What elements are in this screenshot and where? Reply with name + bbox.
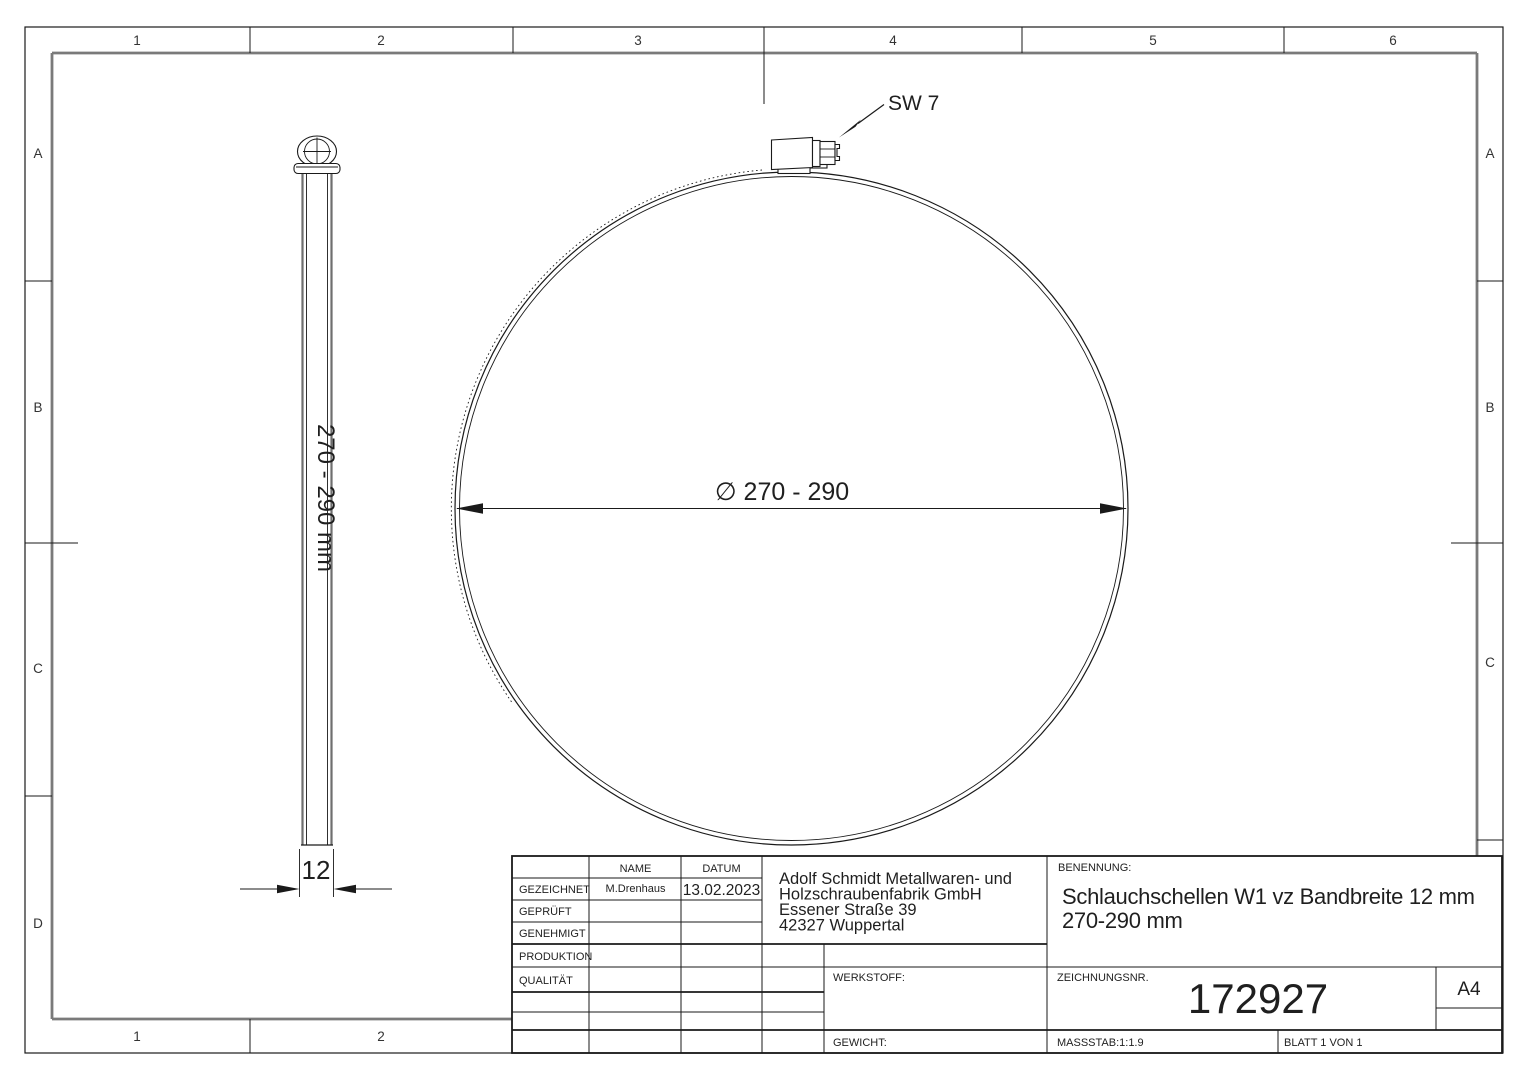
- zone-col-1-top: 1: [133, 33, 141, 48]
- leader-arrow: [839, 120, 861, 138]
- diameter-value: ∅ 270 - 290: [714, 478, 850, 506]
- zone-row-b-left: B: [33, 400, 43, 415]
- benennung-label: BENENNUNG:: [1058, 862, 1132, 874]
- zone-col-5-top: 5: [1149, 33, 1157, 48]
- zone-grid-top: [250, 27, 1284, 53]
- screw-head-side: [294, 136, 340, 174]
- paper-format: A4: [1457, 979, 1481, 1000]
- zone-row-a-right: A: [1485, 146, 1495, 161]
- row-geprueft-label: GEPRÜFT: [519, 906, 572, 918]
- company-line-2: Holzschraubenfabrik GmbH: [779, 885, 982, 904]
- massstab-label: MASSSTAB:1:1.9: [1057, 1037, 1144, 1049]
- zone-grid-right: [1477, 281, 1503, 840]
- part-title-line-1: Schlauchschellen W1 vz Bandbreite 12 mm: [1062, 884, 1475, 909]
- zone-col-1-bottom: 1: [133, 1029, 141, 1044]
- zone-col-2-bottom: 2: [377, 1029, 385, 1044]
- row-gezeichnet-label: GEZEICHNET: [519, 884, 590, 896]
- zone-grid-left: [25, 281, 52, 796]
- name-header: NAME: [619, 863, 652, 875]
- dim-arrow-left: [456, 503, 483, 513]
- hex-screw-head: [820, 142, 835, 165]
- title-block: [512, 856, 1502, 1053]
- dim-arrow-right: [1100, 503, 1127, 513]
- zone-col-4-top: 4: [889, 33, 897, 48]
- datum-header: DATUM: [702, 863, 741, 875]
- designation-cell: [1058, 862, 1475, 933]
- zone-col-6-top: 6: [1389, 33, 1397, 48]
- screw-collar: [813, 141, 821, 167]
- zeichnungsnr-label: ZEICHNUNGSNR.: [1057, 972, 1149, 984]
- band-width-dimension: [240, 849, 392, 897]
- screw-housing: [772, 138, 840, 174]
- company-line-1: Adolf Schmidt Metallwaren- und: [779, 870, 1012, 888]
- centering-marks: [52, 53, 1477, 543]
- zone-row-d-left: D: [33, 916, 43, 931]
- side-view: [240, 136, 392, 897]
- screw-tip: [835, 145, 840, 161]
- gezeichnet-date: 13.02.2023: [682, 882, 761, 899]
- approval-table: [519, 863, 760, 987]
- band-perforation-arc: [451, 170, 762, 704]
- zone-row-c-left: C: [33, 661, 43, 676]
- dim-arrow-right: [334, 885, 357, 893]
- company-line-3: Essener Straße 39: [779, 901, 917, 919]
- zone-row-c-right: C: [1485, 655, 1495, 670]
- dim-arrow-left: [277, 885, 300, 893]
- zone-col-3-top: 3: [634, 33, 642, 48]
- housing-body: [772, 138, 813, 170]
- drawing-number: 172927: [1187, 975, 1329, 1022]
- blatt-label: BLATT 1 VON 1: [1284, 1037, 1363, 1049]
- part-title-line-2: 270-290 mm: [1062, 908, 1183, 933]
- diameter-dimension: [456, 478, 1127, 514]
- company-address: [779, 870, 1012, 935]
- wrench-size-callout: [839, 92, 939, 138]
- wrench-size-value: SW 7: [888, 92, 940, 115]
- screw-flange: [294, 164, 340, 174]
- gezeichnet-name: M.Drenhaus: [605, 883, 666, 895]
- row-produktion-label: PRODUKTION: [519, 951, 593, 963]
- zone-col-2-top: 2: [377, 33, 385, 48]
- zone-row-a-left: A: [33, 146, 43, 161]
- gewicht-label: GEWICHT:: [833, 1037, 887, 1049]
- leader-line: [858, 105, 884, 124]
- werkstoff-label: WERKSTOFF:: [833, 972, 905, 984]
- company-line-4: 42327 Wuppertal: [779, 916, 905, 935]
- row-qualitaet-label: QUALITÄT: [519, 975, 573, 987]
- row-genehmigt-label: GENEHMIGT: [519, 928, 586, 940]
- front-view: [451, 92, 1128, 845]
- band-width-value: 12: [301, 855, 331, 885]
- drawing-number-cell: [1057, 972, 1481, 1022]
- zone-row-b-right: B: [1485, 400, 1495, 415]
- band-length-dimension: 270 - 290 mm: [312, 423, 339, 573]
